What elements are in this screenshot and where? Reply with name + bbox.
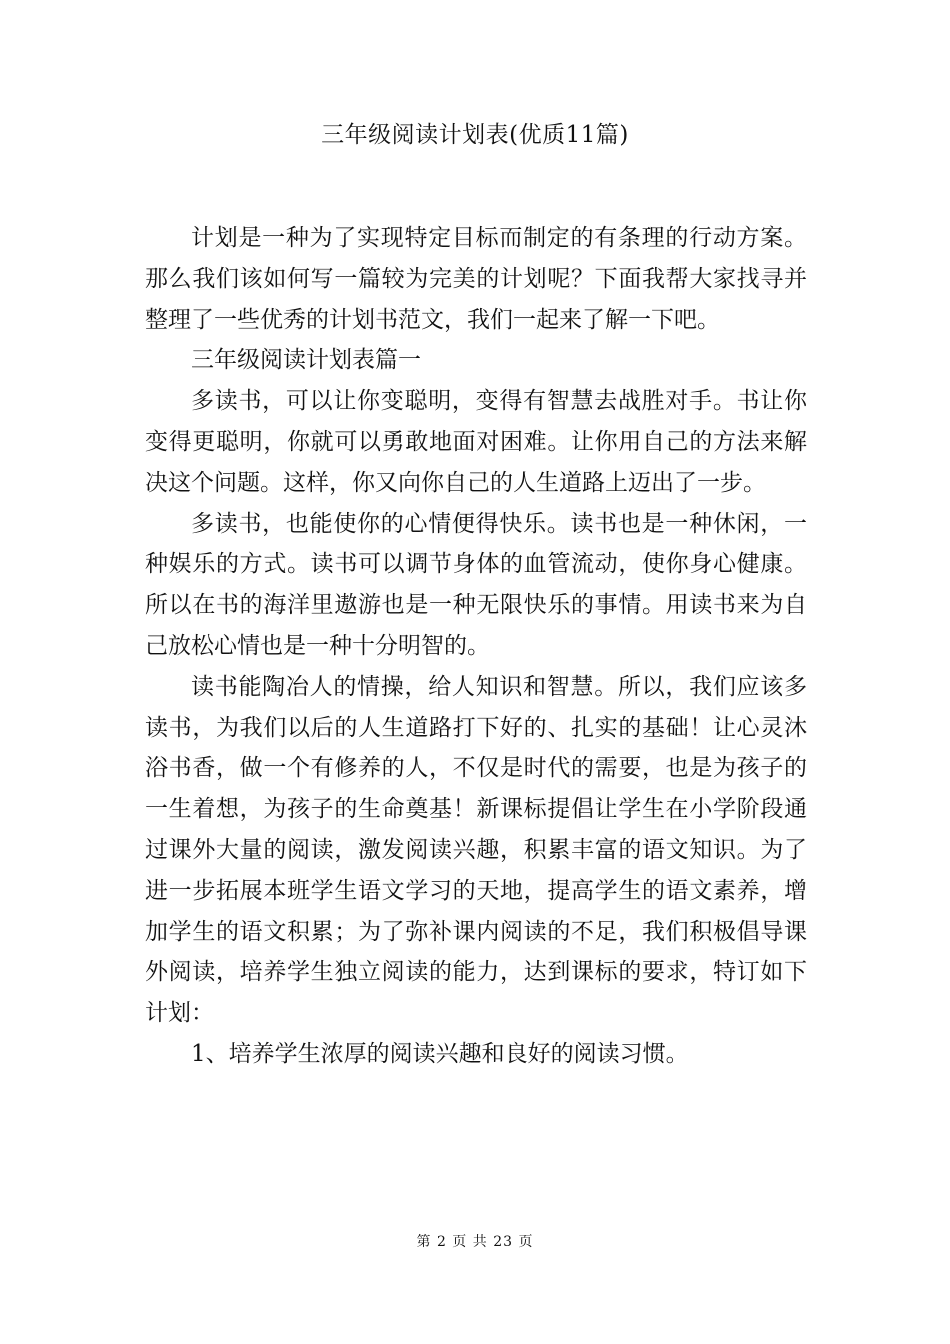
paragraph: 多读书，也能使你的心情便得快乐。读书也是一种休闲，一种娱乐的方式。读书可以调节身体的血管流动，使你身心健康。所以在书的海洋里遨游也是一种无限快乐的事情。用读书来为自己放松心情也是一种十分明智的。 <box>145 510 807 659</box>
document-title: 三年级阅读计划表(优质11篇) <box>321 122 629 148</box>
section-heading: 三年级阅读计划表篇一 <box>191 347 421 374</box>
page-number-footer: 第 2 页 共 23 页 <box>416 1234 534 1250</box>
paragraph: 多读书，可以让你变聪明，变得有智慧去战胜对手。书让你变得更聪明，你就可以勇敢地面对困难。让你用自己的方法来解决这个问题。这样，你又向你自己的人生道路上迈出了一步。 <box>145 388 807 496</box>
paragraph-intro: 计划是一种为了实现特定目标而制定的有条理的行动方案。那么我们该如何写一篇较为完美的计划呢？下面我帮大家找寻并整理了一些优秀的计划书范文，我们一起来了解一下吧。 <box>145 225 807 333</box>
document-body <box>145 218 807 1075</box>
paragraph: 读书能陶冶人的情操，给人知识和智慧。所以，我们应该多读书，为我们以后的人生道路打下好的、扎实的基础！让心灵沐浴书香，做一个有修养的人，不仅是时代的需要，也是为孩子的一生着想，为孩子的生命奠基！新课标提倡让学生在小学阶段通过课外大量的阅读，激发阅读兴趣，积累丰富的语文知识。为了进一步拓展本班学生语文学习的天地，提高学生的语文素养，增加学生的语文积累；为了弥补课内阅读的不足，我们积极倡导课外阅读，培养学生独立阅读的能力，达到课标的要求，特订如下计划： <box>145 673 807 1027</box>
list-item: 1、培养学生浓厚的阅读兴趣和良好的阅读习惯。 <box>191 1040 689 1067</box>
